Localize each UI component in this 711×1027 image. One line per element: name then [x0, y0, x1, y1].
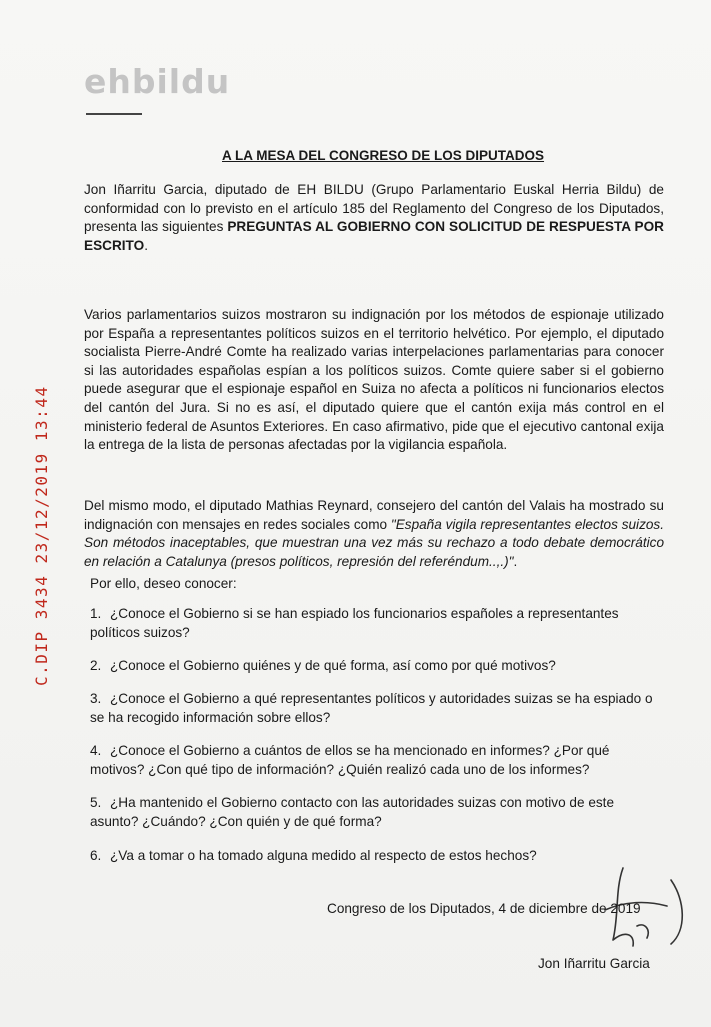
question-text: ¿Ha mantenido el Gobierno contacto con las autoridades suizas con motivo de este asunto? ¿Cuándo? ¿Con quién y de qué forma? — [90, 795, 615, 829]
paragraph2-end: . — [513, 553, 518, 569]
questions-lead: Por ello, deseo conocer: — [90, 576, 237, 591]
question-item — [90, 605, 665, 643]
question-text: ¿Conoce el Gobierno a cuántos de ellos se ha mencionado en informes? ¿Por qué motivos? ¿Con qué tipo de información? ¿Quién realizó cada uno de los informes? — [90, 743, 610, 777]
question-item — [90, 657, 665, 676]
question-number: 4. — [90, 743, 102, 758]
question-text: ¿Conoce el Gobierno a qué representantes políticos y autoridades suizas se ha espiado o se ha recogido información sobre ellos? — [90, 691, 653, 725]
paragraph2-text: Del mismo modo, el diputado Mathias Reynard, consejero del cantón del Valais ha mostrado su indignación con mensajes en redes sociales como — [84, 498, 664, 532]
question-number: 6. — [90, 848, 102, 863]
question-number: 1. — [90, 606, 102, 621]
document-heading: A LA MESA DEL CONGRESO DE LOS DIPUTADOS — [222, 148, 545, 163]
paragraph2-quote: "España vigila representantes electos suizos. Son métodos inaceptables, que muestran una vez más su rechazo a todo debate democrático en relación a Catalunya (presos políticos, represión del referéndum..,.)" — [84, 516, 664, 569]
question-text: ¿Va a tomar o ha tomado alguna medido al respecto de estos hechos? — [110, 848, 537, 863]
intro-paragraph — [84, 181, 664, 255]
date-location: Congreso de los Diputados, 4 de diciembre de 2019 — [327, 901, 641, 916]
intro-bold-text: PREGUNTAS AL GOBIERNO CON SOLICITUD DE RESPUESTA POR ESCRITO — [84, 219, 664, 253]
registry-stamp: C.DIP 3434 23/12/2019 13:44 — [32, 385, 51, 686]
intro-end: . — [144, 237, 148, 253]
context-paragraph-1: Varios parlamentarios suizos mostraron su indignación por los métodos de espionaje utilizado por España a representantes políticos suizos en el territorio helvético. Por ejemplo, el diputado socialista Pierre-André Comte ha realizado varias interpelaciones parlamentarias para conocer si las autoridades españolas espían a los políticos suizos. Comte quiere saber si el gobierno puede asegurar que el espionaje español en Suiza no afecta a políticos ni funcionarios electos del cantón del Jura. Si no es así, el diputado quiere que el cantón exija más control en el ministerio federal de Asuntos Exteriores. En caso afirmativo, pide que el ejecutivo cantonal exija la entrega de la lista de personas afectadas por la vigilancia española. — [84, 307, 664, 453]
question-item — [90, 794, 665, 832]
question-number: 3. — [90, 691, 102, 706]
logo-underline — [86, 113, 142, 115]
party-logo: ehbildu — [84, 62, 231, 101]
intro-text: Jon Iñarritu Garcia, diputado de EH BILDU (Grupo Parlamentario Euskal Herria Bildu) de conformidad con lo previsto en el artículo 185 del Reglamento del Congreso de los Diputados, presenta las siguientes — [84, 182, 664, 235]
signer-name: Jon Iñarritu Garcia — [538, 956, 650, 971]
question-number: 5. — [90, 795, 102, 810]
context-paragraph-2 — [84, 497, 664, 571]
question-text: ¿Conoce el Gobierno quiénes y de qué forma, así como por qué motivos? — [110, 658, 556, 673]
question-item — [90, 742, 665, 780]
question-text: ¿Conoce el Gobierno si se han espiado los funcionarios españoles a representantes políticos suizos? — [90, 606, 619, 640]
question-item — [90, 690, 665, 728]
question-number: 2. — [90, 658, 102, 673]
